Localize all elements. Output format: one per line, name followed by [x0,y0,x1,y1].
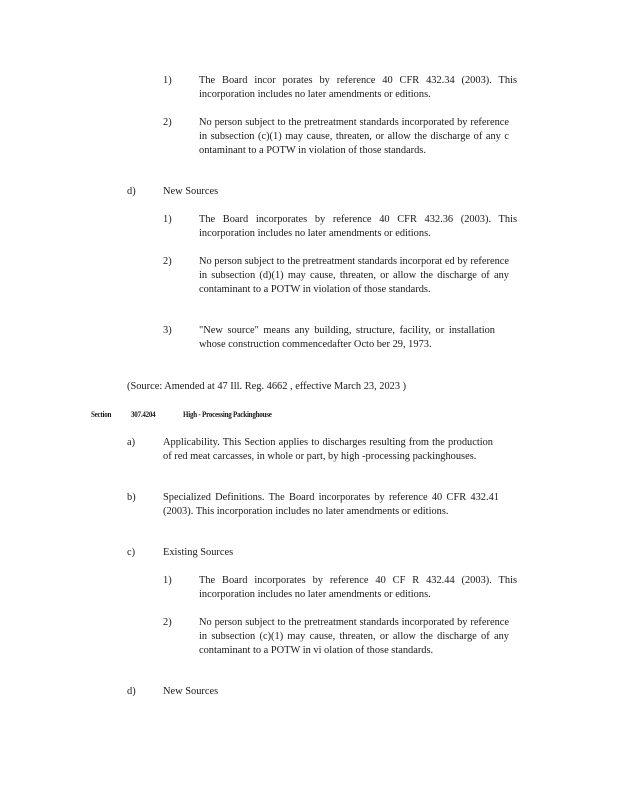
subsection-letter: c) [127,547,136,558]
item-number: 3) [163,325,172,336]
paragraph-c1: The Board incor porates by reference 40 CFR 432.34 (2003). This incorporation includes no later amendments or editions. [199,75,517,100]
paragraph-d2: No person subject to the pretreatment standards incorporat ed by reference in subsection (d)(1) may cause, threaten, or allow the discharge of any contaminant to a POTW in violation of those standards. [199,256,509,295]
paragraph-a: Applicability. This Section applies to discharges resulting from the production of red meat carcasses, in whole or part, by high -processing packinghouses. [163,437,493,462]
paragraph-d1: The Board incorporates by reference 40 CFR 432.36 (2003). This incorporation includes no later amendments or editions. [199,214,517,239]
item-number: 2) [163,617,172,628]
subsection-letter: b) [127,492,136,503]
paragraph-c1-new: The Board incorporates by reference 40 CF R 432.44 (2003). This incorporation includes no later amendments or editions. [199,575,517,600]
subsection-letter: a) [127,437,136,448]
item-number: 2) [163,117,172,128]
item-number: 1) [163,75,172,86]
item-number: 2) [163,256,172,267]
paragraph-c2: No person subject to the pretreatment standards incorporated by reference in subsection (c)(1) may cause, threaten, or allow the discharge of any c ontaminant to a POTW in violation of those standards. [199,117,509,156]
paragraph-b: Specialized Definitions. The Board incorporates by reference 40 CFR 432.41 (2003). This incorporation includes no later amendments or editions. [163,492,499,517]
source-note: (Source: Amended at 47 Ill. Reg. 4662 , effective March 23, 2023 ) [127,381,407,392]
item-number: 1) [163,214,172,225]
paragraph-d3: "New source" means any building, structure, facility, or installation whose construction commencedafter Octo ber 29, 1973. [199,325,495,350]
subsection-heading: Existing Sources [163,547,234,558]
subsection-letter: d) [127,186,136,197]
subsection-letter: d) [127,686,136,697]
item-number: 1) [163,575,172,586]
section-number: 307.4204 [131,409,156,419]
subsection-heading: New Sources [163,186,219,197]
subsection-heading: New Sources [163,686,219,697]
section-label: Section [91,409,112,419]
section-title: High - Processing Packinghouse [183,409,272,419]
paragraph-c2-new: No person subject to the pretreatment standards incorporated by reference in subsection (c)(1) may cause, threaten, or allow the discharge of any contaminant to a POTW in vi olation of those standards. [199,617,509,656]
